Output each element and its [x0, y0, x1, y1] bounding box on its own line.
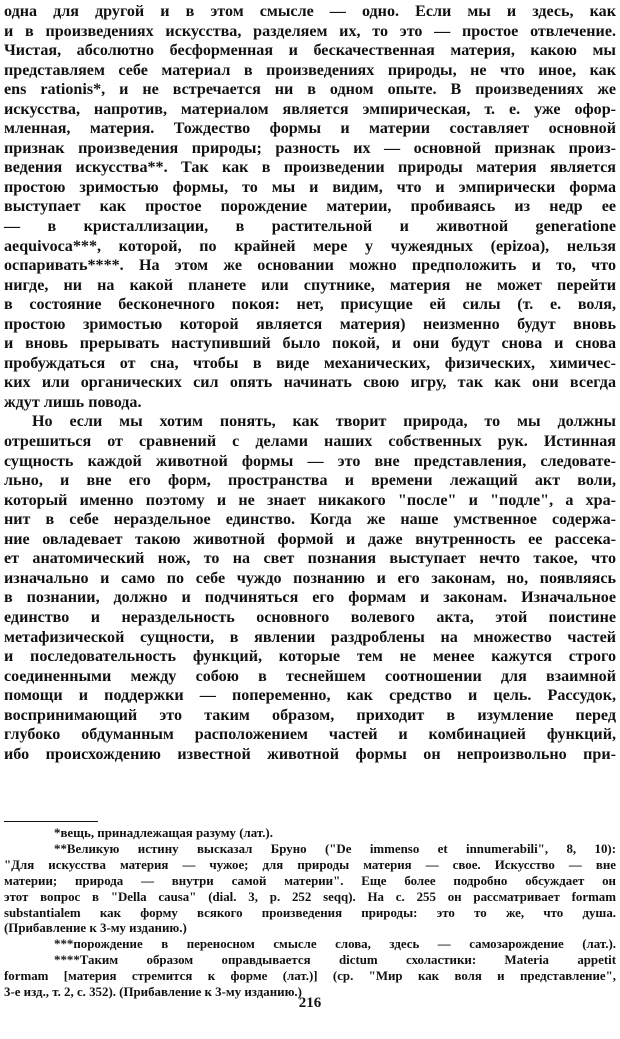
- footnote-line: ****Таким образом оправдывается dictum схоластики: Materia appetit: [54, 953, 616, 968]
- text-line: оспаривать****. На этом же основании можно предположить и то, что: [4, 257, 616, 275]
- text-line: признак произведения природы; разность их — основной признак произ-: [4, 139, 616, 157]
- footnote-line: **Великую истину высказал Бруно ("De immenso et innumerabili", 8, 10):: [54, 841, 616, 856]
- footnote-line: этот вопрос в "Della causa" (dial. 3, p. 252 seqq). На с. 255 он рассматривает formam: [4, 889, 616, 904]
- text-line: метафизической сущности, в явлении раздроблены на множество частей: [4, 628, 616, 646]
- text-line: нигде, ни на какой планете или спутнике, материя не может перейти: [4, 276, 616, 294]
- text-line: соединенными между собою в теснейшем соотношении для взаимной: [4, 667, 616, 685]
- text-line: ние овладевает такою животной формой и даже внутренность ее рассека-: [4, 530, 616, 548]
- footnote-line: formam [материя стремится к форме (лат.)] (ср. "Мир как воля и представление",: [4, 969, 616, 984]
- text-line: пробуждаться от сна, чтобы в виде механических, физических, химичес-: [4, 354, 616, 372]
- text-line: отрешиться от сравнений с делами наших собственных рук. Истинная: [4, 433, 616, 451]
- footnote-divider: [4, 821, 98, 822]
- text-line: выступает как простое порождение материи, пробиваясь из недр ее: [4, 198, 616, 216]
- text-line: нит в себе нераздельное единство. Когда же наше умственное содержа-: [4, 511, 616, 529]
- page-number: 216: [298, 995, 322, 1011]
- main-text: [4, 2, 616, 764]
- footnote-line: substantialem как форму всякого произведения природы: это то же, что душа.: [4, 905, 616, 920]
- text-line: и вновь прерывать наступивший было покой, и они будут снова и снова: [4, 335, 616, 353]
- text-line: изначально и само по себе чуждо познанию и его законам, но, появляясь: [4, 569, 616, 587]
- footnote-line: материи; природа — внутри самой материи". Еще более подробно обсуждает он: [4, 873, 616, 888]
- text-line: сущность каждой животной формы — это вне представления, следовате-: [4, 452, 616, 470]
- text-line: в состояние бесконечного покоя: нет, присущие ей силы (т. е. воля,: [4, 296, 616, 314]
- text-line: в познании, должно и подчиняться его формам и законам. Изначальное: [4, 589, 616, 607]
- text-line: мленная, материя. Тождество формы и материи составляет основной: [4, 120, 616, 138]
- text-line: ибо происхождению известной животной формы он непроизвольно при-: [4, 745, 616, 763]
- text-line: одна для другой и в этом смысле — одно. Если мы и здесь, как: [4, 3, 616, 20]
- text-line: и последовательность функций, которые тем не менее кажутся строго: [4, 648, 616, 666]
- text-line: простою зримостью формы, то мы и видим, что и эмпирически форма: [4, 178, 616, 196]
- text-line: Чистая, абсолютно бесформенная и бескачественная материя, какою мы: [4, 42, 616, 60]
- text-line: ет анатомический нож, то на свет познания выступает нечто такое, что: [4, 550, 616, 568]
- text-line: Но если мы хотим понять, как творит природа, то мы должны: [32, 413, 616, 431]
- text-line: льно, и вне его форм, пространства и времени лежащий акт воли,: [4, 472, 616, 490]
- text-line: искусства, напротив, материалом является эмпирическая, т. е. уже офор-: [4, 100, 616, 118]
- footnote-line: (Прибавление к 3-му изданию.): [4, 921, 187, 936]
- text-line: который именно поэтому и не знает никакого "после" и "подле", а хра-: [4, 491, 616, 509]
- text-line: и в произведениях искусства, разделяем их, то это — простое отвлечение.: [4, 22, 616, 40]
- text-line: простою зримостью которой является материя) неизменно будут вновь: [4, 315, 616, 333]
- text-line: ких или органических сил опять начинать свою игру, так как они всегда: [4, 374, 616, 392]
- footnotes: [4, 826, 616, 1001]
- text-line: — в кристаллизации, в растительной и животной generatione: [4, 218, 616, 236]
- text-line: представляем себе материал в произведениях природы, не что иное, как: [4, 61, 616, 79]
- text-line: помощи и поддержки — попеременно, как средство и цель. Рассудок,: [4, 687, 616, 705]
- text-line: ведения искусства**. Так как в произведении природы материя является: [4, 159, 616, 177]
- text-line: единство и нераздельность основного волевого акта, этой поистине: [4, 608, 616, 626]
- text-line: воспринимающий это таким образом, приходит в изумление перед: [4, 706, 616, 724]
- footnote-line: 3-е изд., т. 2, с. 352). (Прибавление к 3-му изданию.): [4, 985, 302, 1000]
- footnote-line: *вещь, принадлежащая разуму (лат.).: [54, 826, 273, 840]
- text-line: ens rationis*, и не встречается ни в одном опыте. В произведениях же: [4, 81, 616, 99]
- text-line: aequivoca***, которой, по крайней мере у чужеядных (epizoa), нельзя: [4, 237, 616, 255]
- footnote-line: "Для искусства материя — чужое; для природы материя — свое. Искусство — вне: [4, 857, 616, 872]
- text-line: ждут лишь повода.: [4, 393, 142, 411]
- footnote-line: ***порождение в переносном смысле слова, здесь — самозарождение (лат.).: [54, 937, 616, 952]
- text-line: глубоко обдуманным расположением частей и комбинацией функций,: [4, 726, 616, 744]
